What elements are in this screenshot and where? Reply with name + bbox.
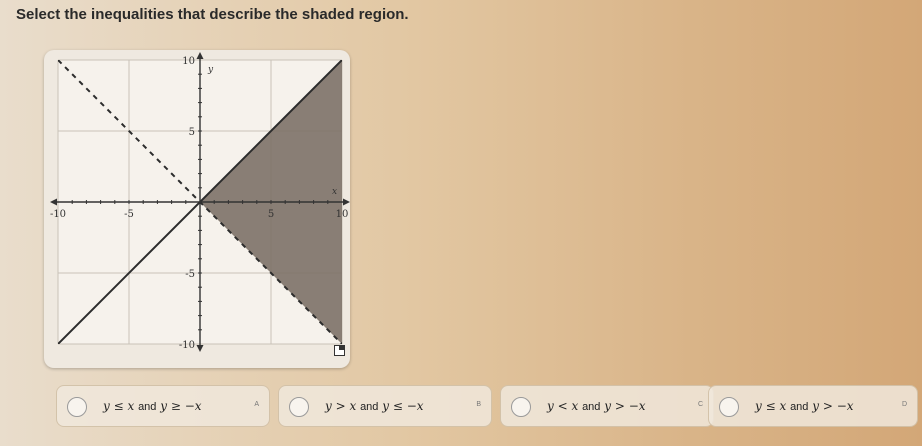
choice-and: and [138,401,157,413]
radio-button[interactable] [511,397,531,417]
choice-label [547,399,646,413]
choice-letter: C [697,401,703,408]
x-axis-label: x [332,187,338,197]
choice-and: and [582,401,601,413]
choice-lhs: y < x [547,399,579,413]
choice-letter: B [476,401,481,408]
expand-graph-icon[interactable] [334,345,345,356]
y-axis-arrow-up [197,52,204,59]
choice-rhs: y > −x [604,399,646,413]
y-tick-label: -5 [185,269,195,280]
radio-button[interactable] [719,397,739,417]
y-tick-label: 10 [182,56,195,67]
question-text: Select the inequalities that describe the shaded region. [16,6,409,23]
y-axis-label: y [208,65,214,75]
x-tick-label: 10 [335,209,349,220]
inequality-graph [44,50,350,368]
choice-lhs: y ≤ x [755,399,787,413]
answer-choices [56,385,922,429]
y-tick-label: -10 [178,340,195,351]
radio-button[interactable] [67,397,87,417]
choice-and: and [360,401,379,413]
choice-b[interactable] [278,385,492,427]
choice-label [325,399,424,413]
choice-rhs: y ≥ −x [160,399,202,413]
radio-button[interactable] [289,397,309,417]
choice-rhs: y > −x [812,399,854,413]
choice-label [755,399,854,413]
choice-d[interactable] [708,385,918,427]
y-axis-arrow-down [197,345,204,352]
x-tick-label: 5 [267,209,275,220]
choice-lhs: y > x [325,399,357,413]
choice-and: and [790,401,809,413]
choice-a[interactable] [56,385,270,427]
choice-lhs: y ≤ x [103,399,135,413]
x-axis-arrow-right [343,199,350,206]
x-tick-label: -10 [49,209,67,220]
choice-letter: D [901,401,907,408]
x-axis-arrow-left [50,199,57,206]
y-tick-label: 5 [188,127,195,138]
x-tick-label: -5 [124,209,134,220]
choice-label [103,399,202,413]
choice-rhs: y ≤ −x [382,399,424,413]
choice-letter: A [254,401,259,408]
choice-c[interactable] [500,385,714,427]
graph-card [44,50,350,368]
